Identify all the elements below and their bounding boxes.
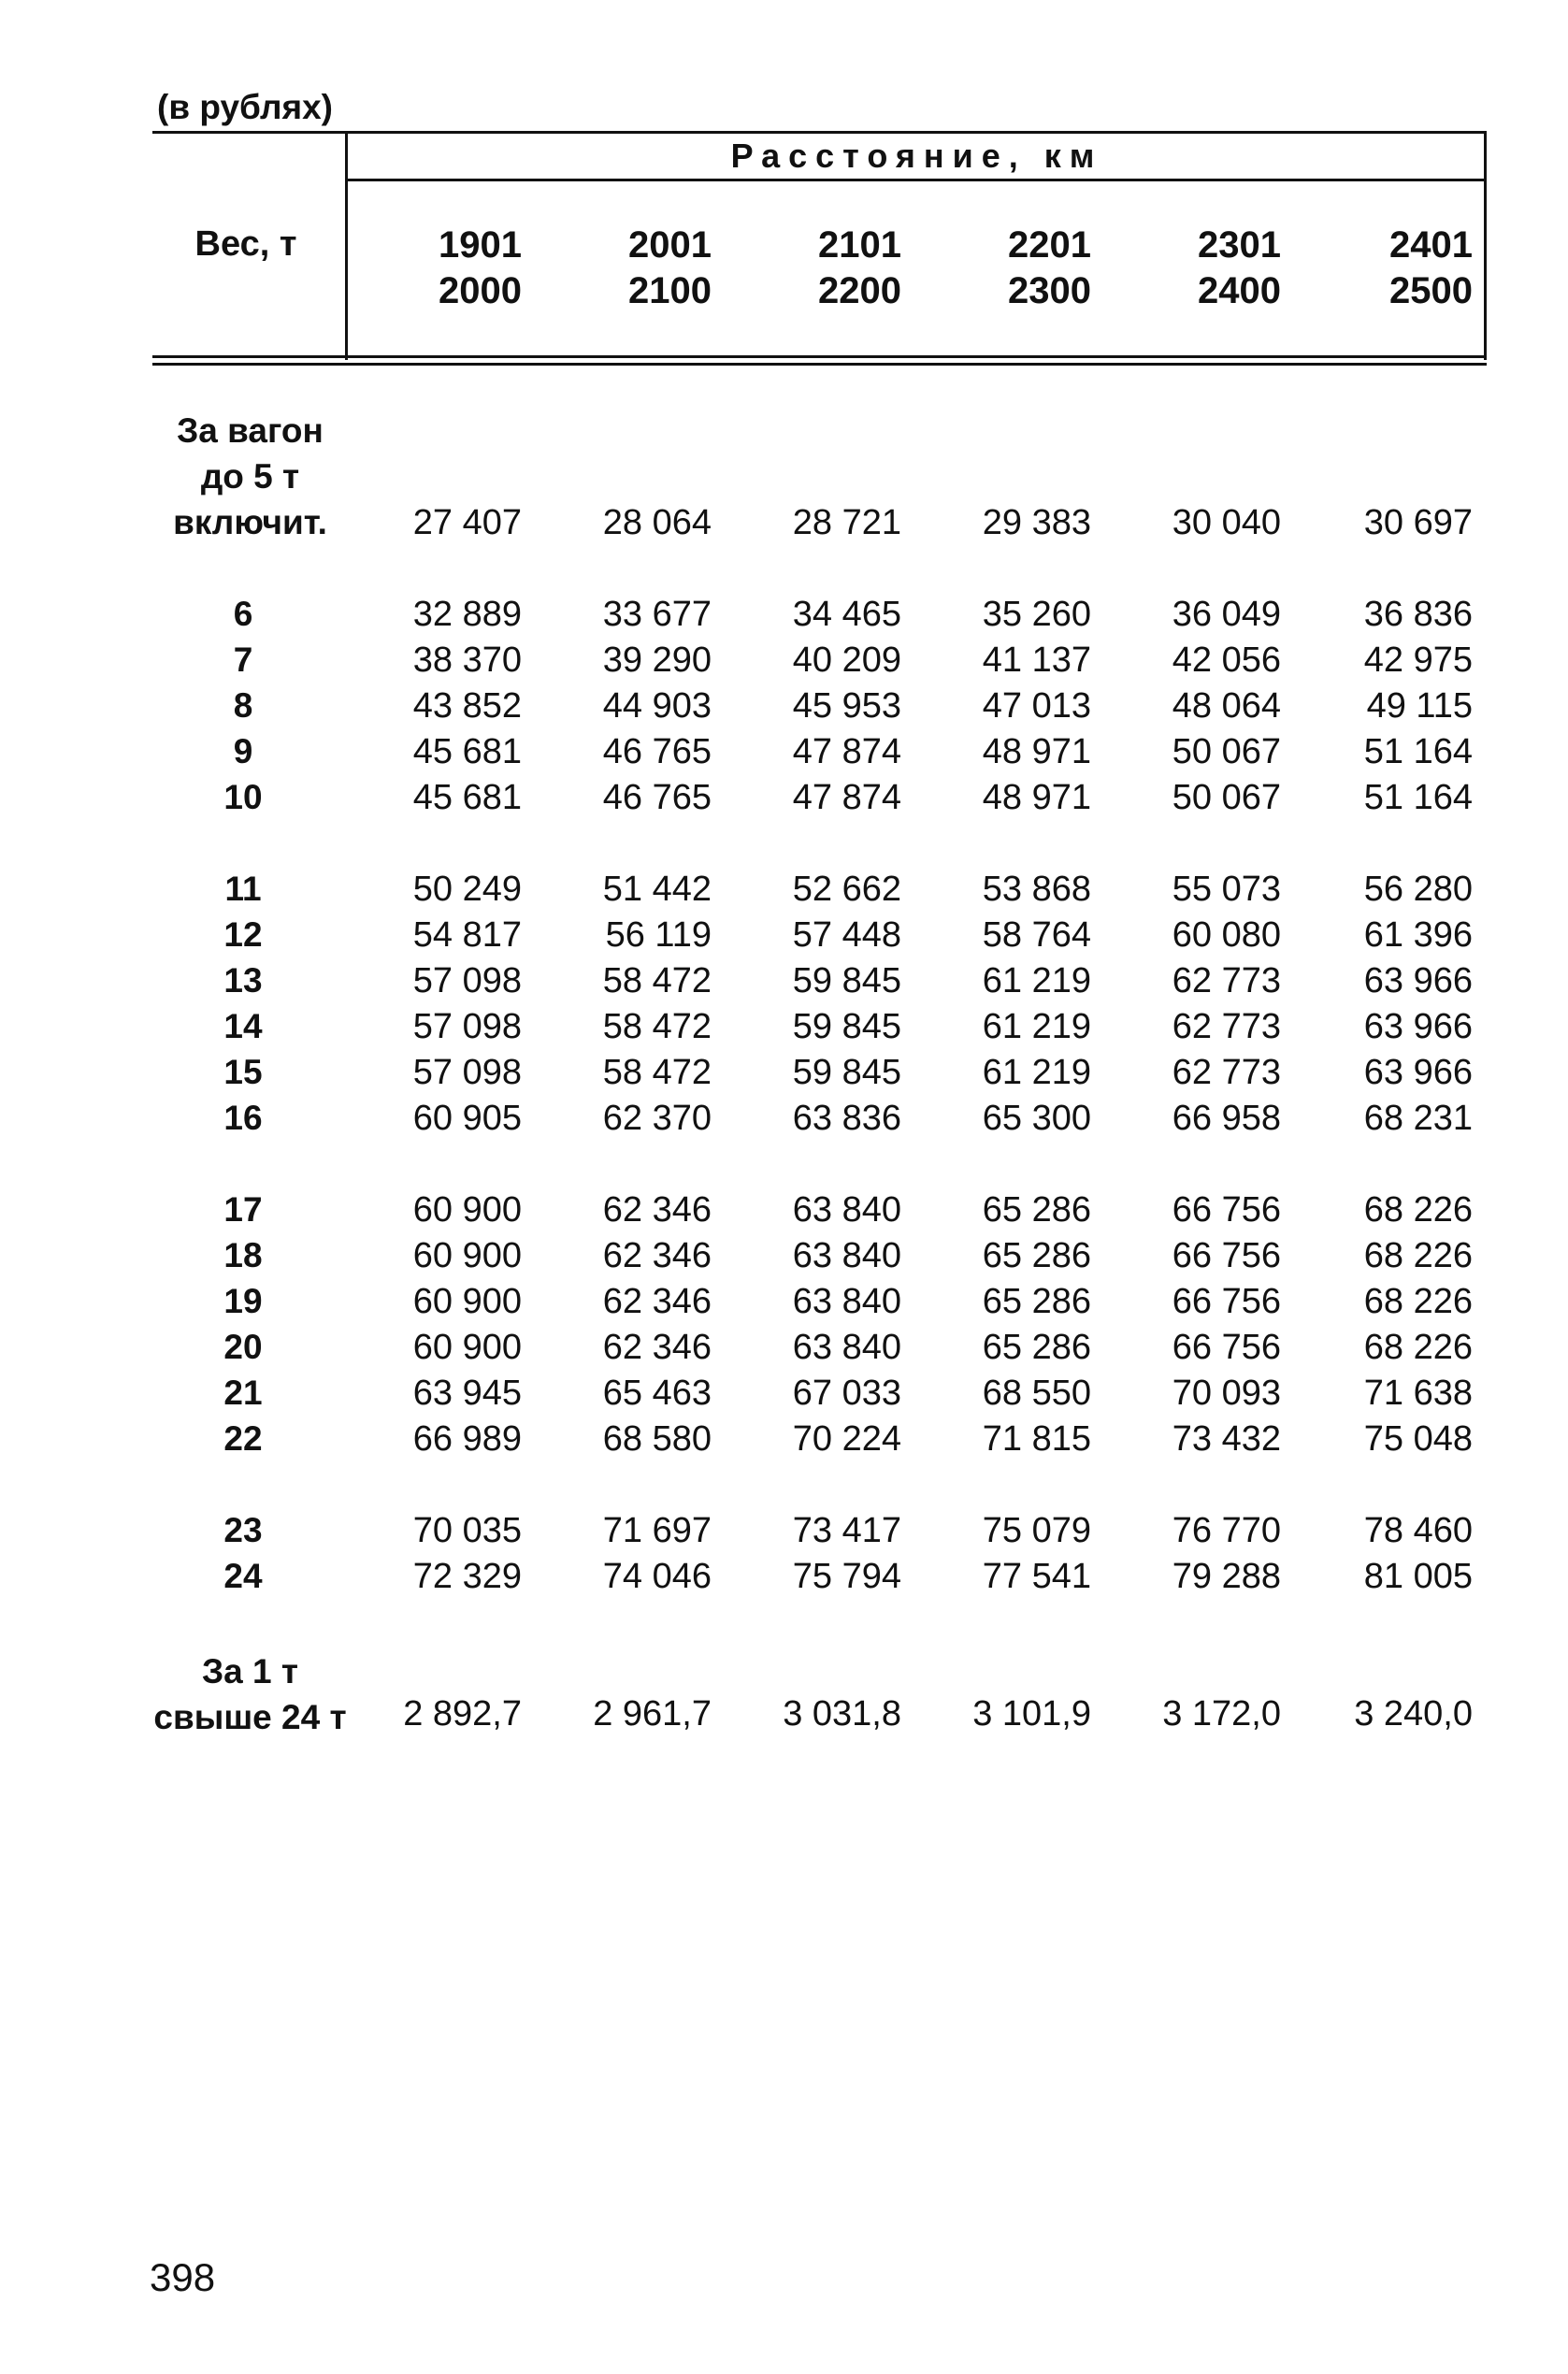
weight-cell: 19 xyxy=(223,1282,263,1320)
table-cell: 45 681 xyxy=(412,778,522,817)
range-from: 2001 xyxy=(628,224,712,266)
table-cell: 46 765 xyxy=(602,732,712,771)
column-range-header xyxy=(400,223,522,314)
table-cell: 36 836 xyxy=(1363,595,1473,634)
table-cell: 63 966 xyxy=(1363,961,1473,1000)
table-cell: 79 288 xyxy=(1172,1557,1281,1596)
table-cell: 56 119 xyxy=(605,915,712,955)
table-cell: 48 971 xyxy=(982,732,1091,771)
table-cell: 67 033 xyxy=(792,1374,901,1413)
table-cell: 73 432 xyxy=(1172,1419,1281,1459)
table-cell: 77 541 xyxy=(982,1557,1091,1596)
table-cell: 51 164 xyxy=(1363,732,1473,771)
table-cell: 30 697 xyxy=(1363,503,1473,542)
table-cell: 3 240,0 xyxy=(1354,1694,1473,1734)
table-cell: 65 300 xyxy=(982,1099,1091,1138)
table-cell: 36 049 xyxy=(1172,595,1281,634)
table-cell: 63 966 xyxy=(1363,1007,1473,1046)
table-cell: 3 031,8 xyxy=(783,1694,901,1734)
table-cell: 63 840 xyxy=(792,1282,901,1321)
table-cell: 75 794 xyxy=(792,1557,901,1596)
weight-cell: 20 xyxy=(223,1328,263,1366)
table-cell: 65 286 xyxy=(982,1328,1091,1367)
table-cell: 68 226 xyxy=(1363,1190,1473,1230)
table-cell: 60 900 xyxy=(412,1236,522,1275)
table-cell: 59 845 xyxy=(792,1053,901,1092)
table-cell: 74 046 xyxy=(602,1557,712,1596)
table-cell: 2 961,7 xyxy=(593,1694,712,1734)
table-cell: 59 845 xyxy=(792,961,901,1000)
table-cell: 72 329 xyxy=(412,1557,522,1596)
weight-cell: 10 xyxy=(223,778,263,816)
table-cell: 68 550 xyxy=(982,1374,1091,1413)
table-cell: 71 638 xyxy=(1363,1374,1473,1413)
table-cell: 55 073 xyxy=(1172,870,1281,909)
table-cell: 44 903 xyxy=(602,686,712,726)
table-cell: 65 286 xyxy=(982,1190,1091,1230)
table-cell: 39 290 xyxy=(602,640,712,680)
table-cell: 68 226 xyxy=(1363,1328,1473,1367)
column-range-header xyxy=(1351,223,1473,314)
table-cell: 70 035 xyxy=(412,1511,522,1550)
table-cell: 3 101,9 xyxy=(972,1694,1091,1734)
row-label-line: свыше 24 т xyxy=(153,1698,347,1736)
table-cell: 78 460 xyxy=(1363,1511,1473,1550)
table-cell: 62 370 xyxy=(602,1099,712,1138)
table-cell: 61 219 xyxy=(982,1007,1091,1046)
weight-cell: 6 xyxy=(233,595,253,633)
range-from: 2201 xyxy=(1008,224,1091,266)
table-cell: 43 852 xyxy=(412,686,522,726)
column-range-header xyxy=(780,223,901,314)
table-cell: 45 681 xyxy=(412,732,522,771)
range-from: 2101 xyxy=(818,224,901,266)
table-cell: 56 280 xyxy=(1363,870,1473,909)
table-cell: 2 892,7 xyxy=(403,1694,522,1734)
table-cell: 62 346 xyxy=(602,1328,712,1367)
table-cell: 62 346 xyxy=(602,1236,712,1275)
row-label-line: За 1 т xyxy=(201,1652,298,1691)
table-cell: 50 249 xyxy=(412,870,522,909)
weight-cell: 11 xyxy=(224,870,262,908)
table-cell: 42 975 xyxy=(1363,640,1473,680)
table-cell: 41 137 xyxy=(982,640,1091,680)
table-cell: 68 226 xyxy=(1363,1236,1473,1275)
column-range-header xyxy=(590,223,712,314)
table-cell: 60 900 xyxy=(412,1190,522,1230)
row-label-line: включит. xyxy=(173,503,327,541)
table-cell: 63 840 xyxy=(792,1236,901,1275)
table-cell: 51 442 xyxy=(602,870,712,909)
table-cell: 63 945 xyxy=(412,1374,522,1413)
row-label xyxy=(150,408,351,545)
weight-cell: 23 xyxy=(223,1511,263,1549)
table-cell: 62 346 xyxy=(602,1282,712,1321)
table-cell: 61 396 xyxy=(1363,915,1473,955)
table-cell: 47 874 xyxy=(792,778,901,817)
weight-cell: 14 xyxy=(223,1007,263,1045)
table-cell: 66 989 xyxy=(412,1419,522,1459)
table-cell: 42 056 xyxy=(1172,640,1281,680)
table-cell: 61 219 xyxy=(982,961,1091,1000)
table-cell: 27 407 xyxy=(412,503,522,542)
table-cell: 33 677 xyxy=(602,595,712,634)
header-bottom-rule-1 xyxy=(152,355,1487,358)
table-cell: 40 209 xyxy=(792,640,901,680)
table-cell: 58 472 xyxy=(602,1007,712,1046)
table-cell: 68 580 xyxy=(602,1419,712,1459)
table-cell: 75 079 xyxy=(982,1511,1091,1550)
table-cell: 68 226 xyxy=(1363,1282,1473,1321)
distance-header: Расстояние, км xyxy=(730,137,1103,175)
table-cell: 3 172,0 xyxy=(1162,1694,1281,1734)
weight-cell: 21 xyxy=(223,1374,263,1412)
table-cell: 47 874 xyxy=(792,732,901,771)
weight-header: Вес, т xyxy=(194,224,297,264)
table-cell: 49 115 xyxy=(1366,686,1473,726)
table-cell: 65 286 xyxy=(982,1236,1091,1275)
row-label-line: до 5 т xyxy=(200,457,300,496)
table-cell: 76 770 xyxy=(1172,1511,1281,1550)
table-cell: 70 093 xyxy=(1172,1374,1281,1413)
row-label xyxy=(150,1648,351,1740)
table-cell: 58 764 xyxy=(982,915,1091,955)
table-cell: 63 840 xyxy=(792,1328,901,1367)
range-to: 2300 xyxy=(1008,270,1091,311)
table-cell: 63 840 xyxy=(792,1190,901,1230)
table-top-rule xyxy=(152,131,1487,134)
table-cell: 65 463 xyxy=(602,1374,712,1413)
table-cell: 35 260 xyxy=(982,595,1091,634)
unit-note: (в рублях) xyxy=(157,88,333,126)
table-cell: 29 383 xyxy=(982,503,1091,542)
row-label-line: За вагон xyxy=(177,411,324,450)
table-cell: 48 064 xyxy=(1172,686,1281,726)
table-cell: 28 064 xyxy=(602,503,712,542)
header-bottom-rule-2 xyxy=(152,363,1487,366)
weight-cell: 18 xyxy=(223,1236,263,1274)
table-cell: 68 231 xyxy=(1363,1099,1473,1138)
table-cell: 58 472 xyxy=(602,1053,712,1092)
weight-cell: 8 xyxy=(233,686,253,725)
weight-cell: 7 xyxy=(233,640,253,679)
table-cell: 52 662 xyxy=(792,870,901,909)
weight-cell: 16 xyxy=(223,1099,263,1137)
table-cell: 60 900 xyxy=(412,1328,522,1367)
table-cell: 47 013 xyxy=(982,686,1091,726)
weight-cell: 13 xyxy=(223,961,263,1000)
page-number: 398 xyxy=(150,2255,216,2299)
range-to: 2400 xyxy=(1198,270,1281,311)
table-cell: 51 164 xyxy=(1363,778,1473,817)
table-cell: 46 765 xyxy=(602,778,712,817)
table-cell: 60 900 xyxy=(412,1282,522,1321)
range-from: 1901 xyxy=(439,224,522,266)
table-cell: 70 224 xyxy=(792,1419,901,1459)
table-cell: 54 817 xyxy=(412,915,522,955)
table-cell: 62 773 xyxy=(1172,961,1281,1000)
range-from: 2401 xyxy=(1389,224,1473,266)
range-to: 2100 xyxy=(628,270,712,311)
range-from: 2301 xyxy=(1198,224,1281,266)
weight-cell: 12 xyxy=(223,915,263,954)
weight-cell: 17 xyxy=(223,1190,263,1229)
table-cell: 66 756 xyxy=(1172,1190,1281,1230)
weight-cell: 24 xyxy=(223,1557,263,1595)
table-cell: 63 966 xyxy=(1363,1053,1473,1092)
table-cell: 53 868 xyxy=(982,870,1091,909)
table-cell: 62 773 xyxy=(1172,1007,1281,1046)
table-cell: 48 971 xyxy=(982,778,1091,817)
table-cell: 57 098 xyxy=(412,1053,522,1092)
table-cell: 50 067 xyxy=(1172,732,1281,771)
table-cell: 60 905 xyxy=(412,1099,522,1138)
range-to: 2200 xyxy=(818,270,901,311)
weight-cell: 15 xyxy=(223,1053,263,1091)
table-cell: 57 448 xyxy=(792,915,901,955)
table-cell: 65 286 xyxy=(982,1282,1091,1321)
table-cell: 66 958 xyxy=(1172,1099,1281,1138)
table-cell: 30 040 xyxy=(1172,503,1281,542)
table-cell: 45 953 xyxy=(792,686,901,726)
table-cell: 81 005 xyxy=(1363,1557,1473,1596)
table-cell: 71 815 xyxy=(982,1419,1091,1459)
table-cell: 66 756 xyxy=(1172,1328,1281,1367)
table-cell: 73 417 xyxy=(792,1511,901,1550)
table-cell: 50 067 xyxy=(1172,778,1281,817)
table-cell: 38 370 xyxy=(412,640,522,680)
table-cell: 62 773 xyxy=(1172,1053,1281,1092)
table-cell: 62 346 xyxy=(602,1190,712,1230)
table-cell: 28 721 xyxy=(792,503,901,542)
table-cell: 34 465 xyxy=(792,595,901,634)
table-cell: 57 098 xyxy=(412,961,522,1000)
table-cell: 71 697 xyxy=(602,1511,712,1550)
weight-cell: 22 xyxy=(223,1419,263,1458)
table-cell: 61 219 xyxy=(982,1053,1091,1092)
table-cell: 32 889 xyxy=(412,595,522,634)
distance-divider-rule xyxy=(345,179,1487,181)
table-cell: 75 048 xyxy=(1363,1419,1473,1459)
table-cell: 66 756 xyxy=(1172,1282,1281,1321)
table-cell: 59 845 xyxy=(792,1007,901,1046)
table-cell: 63 836 xyxy=(792,1099,901,1138)
column-range-header xyxy=(970,223,1091,314)
column-range-header xyxy=(1159,223,1281,314)
weight-cell: 9 xyxy=(233,732,253,770)
range-to: 2500 xyxy=(1389,270,1473,311)
table-cell: 66 756 xyxy=(1172,1236,1281,1275)
table-cell: 58 472 xyxy=(602,961,712,1000)
range-to: 2000 xyxy=(439,270,522,311)
table-cell: 60 080 xyxy=(1172,915,1281,955)
table-cell: 57 098 xyxy=(412,1007,522,1046)
